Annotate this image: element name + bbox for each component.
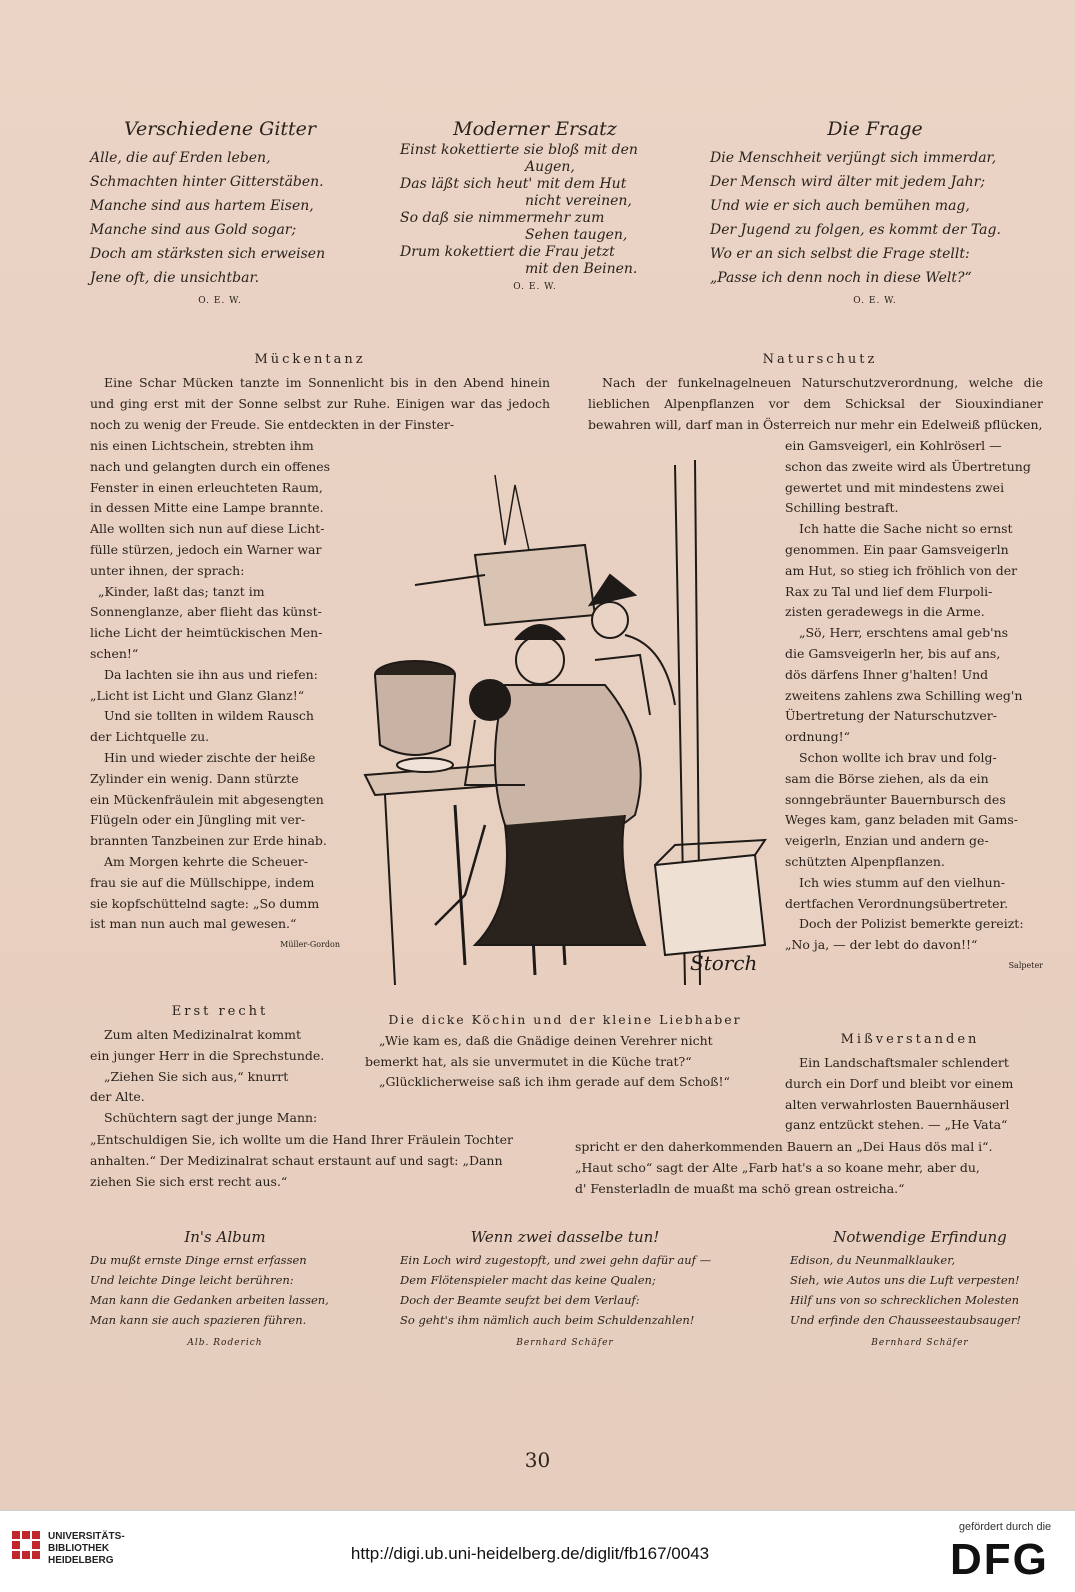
poem-line: Augen, [525,159,575,175]
poem-ins-album [90,1228,360,1348]
caption-line: „Wie kam es, daß die Gnädige deinen Verehrer nicht [379,1032,713,1048]
erst-recht-wide [90,1130,555,1192]
prose-line: Zum alten Medizinalrat kommt [104,1027,301,1042]
section-title-erst-recht: Erst recht [171,1004,269,1019]
university-library-logo [10,1523,170,1583]
prose-line: gewertet und mit mindestens zwei [785,479,1005,495]
poem-line: Einst kokettierte sie bloß mit den [400,142,638,158]
cartoon-illustration [355,445,775,1005]
poem-line: Du mußt ernste Dinge ernst erfassen [90,1253,307,1267]
illustration-caption [365,1010,765,1093]
poem-signature: O. E. W. [513,282,557,292]
prose-line: ein junger Herr in die Sprechstunde. [90,1047,325,1063]
poem-line: Die Menschheit verjüngt sich immerdar, [710,150,997,166]
prose-line: Sonnenglanze, aber flieht das künst- [90,604,322,620]
prose-line: „Sö, Herr, erschtens amal geb'ns [799,625,1009,641]
prose-line: anhalten.“ Der Medizinalrat schaut erstaunt auf und sagt: „Dann [90,1152,503,1168]
poem-line: Doch der Beamte seufzt bei dem Verlauf: [400,1293,640,1307]
prose-line: Am Morgen kehrte die Scheuer- [104,853,308,869]
prose-line: Rax zu Tal und lief dem Flurpoli- [785,583,993,599]
prose-line: liche Licht der heimtückischen Men- [90,625,323,641]
prose-line: „No ja, — der lebt do davon!!“ [785,937,978,953]
caption-line: „Glücklicherweise saß ich ihm gerade auf dem Schoß!“ [379,1074,730,1090]
prose-line: sonngebräunter Bauernbursch des [785,791,1006,807]
prose-line: Ein Landschaftsmaler schlendert [799,1055,1009,1070]
poem-line: Schmachten hinter Gitterstäben. [90,174,324,190]
caption-line: bemerkt hat, als sie unvermutet in die Küche trat?“ [365,1053,692,1069]
poem-notwendige-erfindung [790,1228,1050,1348]
poem-line: Und leichte Dinge leicht berühren: [90,1273,294,1287]
prose-line: Und sie tollten in wildem Rausch [104,708,314,724]
prose-line: in dessen Mitte eine Lampe brannte. [90,500,324,516]
poem-title: In's Album [184,1228,266,1246]
poem-verschiedene-gitter [90,118,350,306]
section-title-naturschutz: Naturschutz [762,352,878,367]
poem-line: Doch am stärksten sich erweisen [90,246,326,262]
prose-line: unter ihnen, der sprach: [90,562,245,578]
prose-line: dertfachen Verordnungsübertreter. [785,895,1009,911]
prose-line: „Haut scho“ sagt der Alte „Farb hat's a so koane mehr, aber du, [575,1159,980,1175]
naturschutz-intro [588,373,1043,435]
prose-line: ist man nun auch mal gewesen.“ [90,916,297,932]
poem-line: Manche sind aus Gold sogar; [90,222,297,238]
prose-line: sie kopfschüttelnd sagte: „So dumm [90,895,320,911]
author-signature: Müller-Gordon [280,940,340,950]
prose-line: der Lichtquelle zu. [90,729,210,745]
prose-line: brannten Tanzbeinen zur Erde hinab. [90,833,327,849]
poem-title: Die Frage [827,118,923,140]
mueckentanz-body [90,436,340,956]
poem-title: Wenn zwei dasselbe tun! [470,1228,660,1246]
prose-line: die Gamsveigerln her, bis auf ans, [785,645,1001,661]
prose-line: Ich wies stumm auf den vielhun- [799,874,1005,890]
poem-line: Der Mensch wird älter mit jedem Jahr; [710,174,986,190]
prose-line: ganz entzückt stehen. — „He Vata“ [785,1117,1008,1133]
section-title-mueckentanz: Mückentanz [254,352,366,367]
prose-line: „Licht ist Licht und Glanz Glanz!“ [90,687,305,703]
prose-line: frau sie auf die Müllschippe, indem [90,874,315,890]
poem-line: Man kann sie auch spazieren führen. [90,1313,307,1327]
poem-line: nicht vereinen, [525,193,632,209]
poem-line: Jene oft, die unsichtbar. [90,270,260,286]
footer-bar [0,1510,1075,1592]
poem-line: Edison, du Neunmalklauker, [790,1253,956,1267]
prose-line: Hin und wieder zischte der heiße [104,749,316,765]
library-name-line1: UNIVERSITÄTS- [48,1531,125,1542]
prose-line: ein Mückenfräulein mit abgesengten [90,791,324,807]
poem-line: Das läßt sich heut' mit dem Hut [400,176,627,192]
poem-line: Sieh, wie Autos uns die Luft verpesten! [790,1273,1020,1287]
permalink-url[interactable]: http://digi.ub.uni-heidelberg.de/diglit/fb167/0043 [350,1544,710,1563]
prose-line: schen!“ [90,645,139,661]
prose-line: der Alte. [90,1089,145,1105]
author-signature: Salpeter [1008,960,1043,970]
poem-line: So geht's ihm nämlich auch beim Schuldenzahlen! [400,1313,695,1327]
prose-line: ziehen Sie sich erst recht aus.“ [90,1173,288,1189]
prose-line: spricht er den daherkommenden Bauern an „Dei Haus dös mal i“. [575,1139,993,1154]
prose-line: Fenster in einen erleuchteten Raum, [90,479,323,495]
poem-title: Verschiedene Gitter [123,118,317,140]
prose-line: „Entschuldigen Sie, ich wollte um die Hand Ihrer Fräulein Tochter [90,1132,513,1147]
dfg-logo: DFG [950,1535,1049,1584]
prose-line: fülle stürzen, jedoch ein Warner war [90,541,322,557]
prose-line: genommen. Ein paar Gamsveigerln [785,541,1009,557]
prose-line: sam die Börse ziehen, als da ein [785,770,989,786]
poem-title: Moderner Ersatz [453,118,617,140]
poem-signature: Bernhard Schäfer [871,1338,969,1348]
poem-title: Notwendige Erfindung [833,1228,1007,1246]
poem-line: „Passe ich denn noch in diese Welt?“ [710,270,972,286]
poem-line: Ein Loch wird zugestopft, und zwei gehn dafür auf — [400,1253,712,1267]
prose-line: ordnung!“ [785,729,851,745]
poem-line: Manche sind aus hartem Eisen, [90,198,314,214]
prose-line: zisten geradewegs in die Arme. [785,604,985,620]
poem-line: So daß sie nimmermehr zum [400,210,605,226]
prose-line: alten verwahrlosten Bauernhäuserl [785,1096,1010,1112]
funding-note: gefördert durch die [958,1521,1052,1533]
poem-line: Und erfinde den Chausseestaubsauger! [790,1313,1022,1327]
library-name-line2: BIBLIOTHEK [48,1543,110,1554]
prose-line: Schüchtern sagt der junge Mann: [104,1110,318,1126]
prose-line: Flügeln oder ein Jüngling mit ver- [90,812,306,828]
poem-line: Der Jugend zu folgen, es kommt der Tag. [710,222,1001,238]
prose-line: „Ziehen Sie sich aus,“ knurrt [104,1068,289,1084]
prose-line: Schon wollte ich brav und folg- [799,749,997,765]
prose-line: nach und gelangten durch ein offenes [90,458,331,474]
poem-moderner-ersatz [400,118,670,292]
poem-line: Dem Flötenspieler macht das keine Qualen; [400,1273,656,1287]
poem-die-frage [710,118,1040,306]
prose-line: d' Fensterladln de muaßt ma schö grean ostreicha.“ [575,1180,905,1196]
prose-line: Alle wollten sich nun auf diese Licht- [90,521,325,537]
prose-paragraph: Eine Schar Mücken tanzte im Sonnenlicht bis in den Abend hinein und ging erst mit der Sonne selbst zur Ruhe. Einigen war das jedoch noch zu wenig der Freude. Sie entdeckten in der Finster- [90,375,550,432]
prose-line: schon das zweite wird als Übertretung [785,458,1031,474]
prose-line: Ich hatte die Sache nicht so ernst [799,521,1013,537]
prose-line: durch ein Dorf und bleibt vor einem [785,1075,1014,1091]
prose-line: Weges kam, ganz beladen mit Gams- [785,812,1018,828]
prose-paragraph: Nach der funkelnagelneuen Naturschutzverordnung, welche die lieblichen Alpenpflanzen vor dem Schicksal der Siouxindianer bewahren will, darf man in Österreich nur mehr ein Edelweiß pflücken, [588,375,1043,432]
prose-line: zweitens zahlens zwa Schilling weg'n [785,687,1023,703]
poem-line: Und wie er sich auch bemühen mag, [710,198,970,214]
naturschutz-body [785,436,1043,977]
poem-line: mit den Beinen. [525,261,638,277]
prose-line: Zylinder ein wenig. Dann stürzte [90,770,299,786]
prose-line: veigerln, Enzian und andern ge- [785,833,989,849]
mueckentanz-intro [90,373,550,435]
poem-line: Man kann die Gedanken arbeiten lassen, [90,1293,329,1307]
erst-recht-body [90,1025,340,1129]
caption-title: Die dicke Köchin und der kleine Liebhaber [388,1012,742,1027]
prose-line: dös därfens Ihner g'halten! Und [785,666,989,682]
prose-line: ein Gamsveigerl, ein Kohlröserl — [785,438,1002,453]
poem-signature: Bernhard Schäfer [516,1338,614,1348]
missverstanden-body [785,1053,1043,1136]
section-title-missverstanden: Mißverstanden [840,1032,980,1047]
prose-line: Übertretung der Naturschutzver- [785,708,997,724]
prose-line: Da lachten sie ihn aus und riefen: [104,666,318,682]
prose-line: Doch der Polizist bemerkte gereizt: [799,916,1024,932]
poem-line: Sehen taugen, [525,227,628,243]
poem-signature: Alb. Roderich [187,1338,263,1348]
prose-line: Schilling bestraft. [785,500,899,516]
library-name-line3: HEIDELBERG [48,1555,114,1566]
prose-line: schützten Alpenpflanzen. [785,853,945,869]
poem-signature: O. E. W. [198,296,242,306]
poem-signature: O. E. W. [853,296,897,306]
prose-line: am Hut, so stieg ich fröhlich von der [785,562,1018,578]
poem-line: Hilf uns von so schrecklichen Molesten [790,1293,1020,1307]
poem-wenn-zwei-dasselbe-tun [400,1228,730,1348]
poem-line: Alle, die auf Erden leben, [90,150,271,166]
prose-line: nis einen Lichtschein, strebten ihm [90,438,314,453]
artist-signature: Storch [690,951,758,975]
page-number: 30 [524,1448,551,1472]
missverstanden-wide [575,1137,1043,1199]
prose-line: „Kinder, laßt das; tanzt im [98,583,265,599]
poem-line: Wo er an sich selbst die Frage stellt: [710,246,970,262]
poem-line: Drum kokettiert die Frau jetzt [400,244,615,260]
